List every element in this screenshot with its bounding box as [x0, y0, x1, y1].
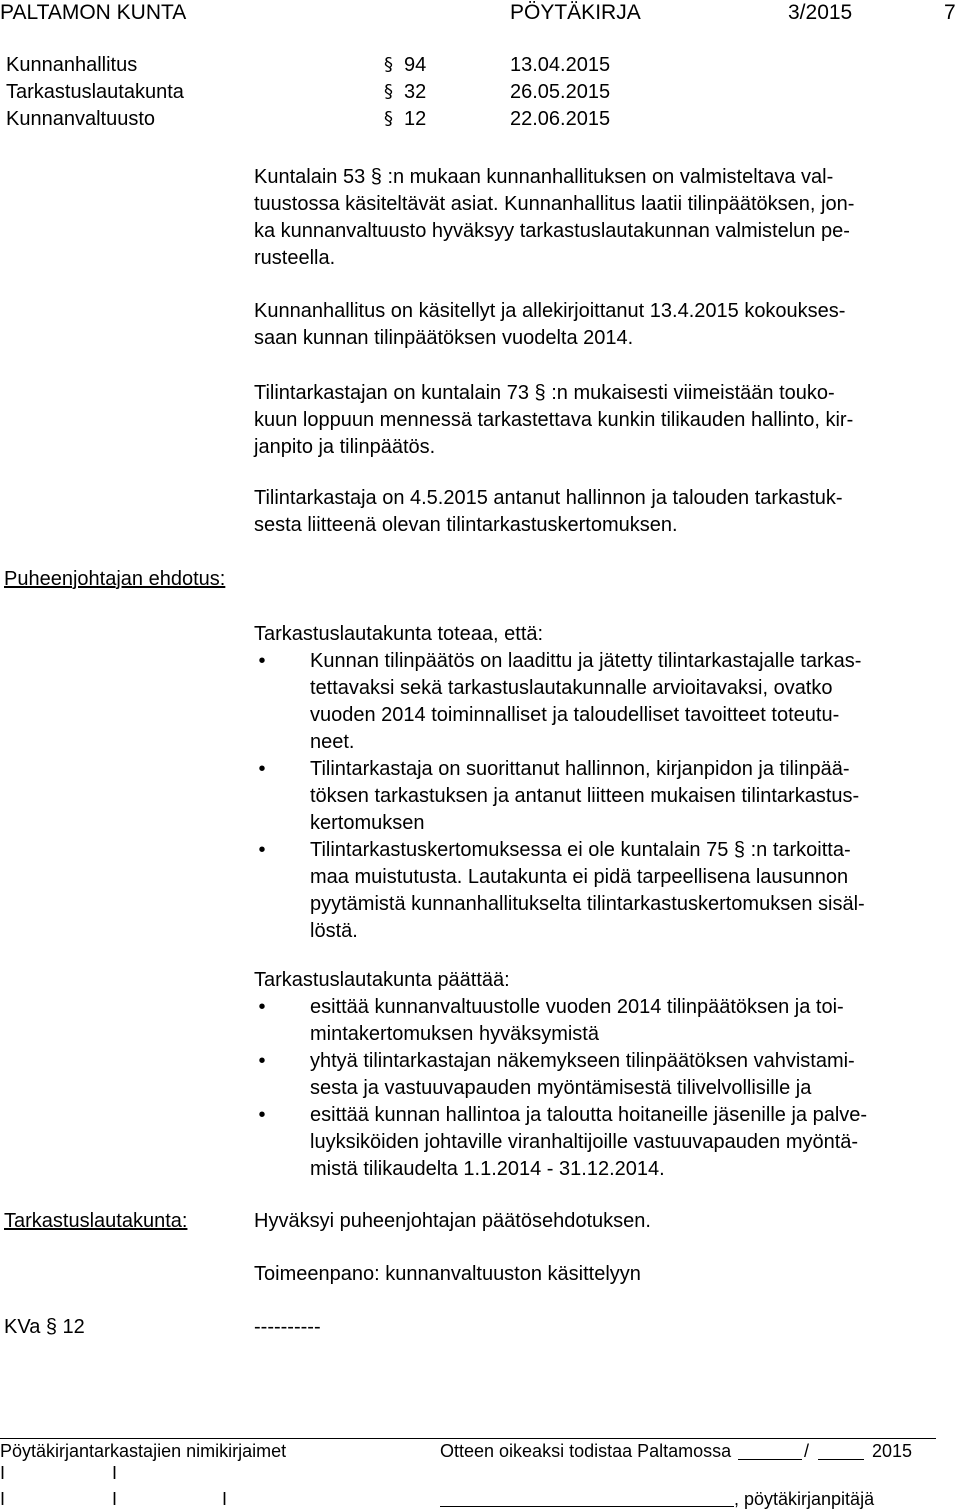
- bullet-icon: [254, 1102, 270, 1129]
- finding-lead: Tarkastuslautakunta toteaa, että:: [254, 623, 544, 645]
- initials-mark: I: [0, 1463, 6, 1483]
- finding-item: [254, 648, 954, 756]
- initials-mark: I: [222, 1489, 228, 1509]
- intro-paragraph: Tilintarkastaja on 4.5.2015 antanut hallinnon ja talouden tarkastuk- sesta liitteenä olevan tilintarkastuskertomuksen.: [254, 487, 843, 536]
- section-sign: §: [384, 54, 393, 75]
- section-sign: §: [384, 81, 393, 102]
- kva-value: ----------: [254, 1316, 321, 1338]
- board-label: Tarkastuslautakunta:: [4, 1210, 188, 1232]
- bullet-icon: [254, 648, 270, 675]
- signature-blank: [440, 1506, 734, 1507]
- decision-item: [254, 1102, 954, 1183]
- ref-date: 22.06.2015: [510, 108, 611, 130]
- decision-block: [254, 967, 954, 1183]
- decision-item: [254, 1048, 954, 1102]
- signatures-label: Pöytäkirjantarkastajien nimikirjaimet: [0, 1441, 287, 1461]
- ref-number: 12: [404, 108, 427, 130]
- month-blank: [818, 1459, 864, 1460]
- footer-divider: [0, 1438, 936, 1439]
- finding-item: [254, 756, 954, 837]
- ref-number: 94: [404, 54, 427, 76]
- page-number: 7: [944, 1, 956, 24]
- ref-date: 26.05.2015: [510, 81, 611, 103]
- organization-name: PALTAMON KUNTA: [0, 1, 187, 24]
- initials-mark: I: [112, 1489, 118, 1509]
- decision-item-text: esittää kunnanvaltuustolle vuoden 2014 tilinpäätöksen ja toi- mintakertomuksen hyväksymistä: [310, 996, 844, 1045]
- document-number: 3/2015: [788, 1, 853, 24]
- minutes-keeper-label: , pöytäkirjanpitäjä: [734, 1489, 875, 1509]
- finding-item-text: Tilintarkastuskertomuksessa ei ole kuntalain 75 § :n tarkoitta- maa muistutusta. Lautakunta ei pidä tarpeellisena lausunnon pyytämistä kunnanhallitukselta tilintarkastuskertomuksen sisäl- löstä.: [310, 839, 865, 942]
- initials-mark: I: [0, 1489, 6, 1509]
- finding-item-text: Tilintarkastaja on suorittanut hallinnon, kirjanpidon ja tilinpää- töksen tarkastuksen ja antanut liitteen mukaisen tilintarkastus- kertomuksen: [310, 758, 860, 834]
- finding-item: [254, 837, 954, 945]
- decision-item-text: yhtyä tilintarkastajan näkemykseen tilinpäätöksen vahvistami- sesta ja vastuuvapauden myöntämisestä tilivelvollisille ja: [310, 1050, 855, 1099]
- intro-paragraph: Kuntalain 53 § :n mukaan kunnanhallituksen on valmisteltava val- tuustossa käsiteltävät asiat. Kunnanhallitus laatii tilinpäätöksen, jon- ka kunnanvaltuusto hyväksyy tarkastuslautakunnan valmistelun pe- rusteella.: [254, 166, 855, 269]
- ref-body: Kunnanvaltuusto: [6, 108, 156, 130]
- ref-number: 32: [404, 81, 427, 103]
- proposal-label: Puheenjohtajan ehdotus:: [4, 568, 226, 590]
- decision-item: [254, 994, 954, 1048]
- ref-date: 13.04.2015: [510, 54, 611, 76]
- footer-year: 2015: [872, 1441, 913, 1461]
- ref-body: Kunnanhallitus: [6, 54, 138, 76]
- bullet-icon: [254, 1048, 270, 1075]
- bullet-icon: [254, 756, 270, 783]
- intro-paragraph: Kunnanhallitus on käsitellyt ja allekirjoittanut 13.4.2015 kokoukses- saan kunnan tilinpäätöksen vuodelta 2014.: [254, 300, 846, 349]
- copy-certification-label: Otteen oikeaksi todistaa Paltamossa: [440, 1441, 732, 1461]
- kva-label: KVa § 12: [4, 1316, 85, 1338]
- bullet-icon: [254, 994, 270, 1021]
- implementation-note: Toimeenpano: kunnanvaltuuston käsittelyyn: [254, 1263, 641, 1285]
- day-month-blank: [738, 1459, 802, 1460]
- decision-item-text: esittää kunnan hallintoa ja taloutta hoitaneille jäsenille ja palve- luyksiköiden johtaville viranhaltijoille vastuuvapauden myöntä- mistä tilikaudelta 1.1.2014 - 31.12.2014.: [310, 1104, 868, 1180]
- intro-paragraph: Tilintarkastajan on kuntalain 73 § :n mukaisesti viimeistään touko- kuun loppuun mennessä tarkastettava kunkin tilikauden hallinto, kir- janpito ja tilinpäätös.: [254, 382, 854, 458]
- decision-lead: Tarkastuslautakunta päättää:: [254, 969, 510, 991]
- finding-item-text: Kunnan tilinpäätös on laadittu ja jätetty tilintarkastajalle tarkas- tettavaksi sekä tarkastuslautakunnalle arvioitavaksi, ovatko vuoden 2014 toiminnalliset ja taloudelliset tavoitteet toteutu- neet.: [310, 650, 862, 753]
- board-result: Hyväksyi puheenjohtajan päätösehdotuksen.: [254, 1210, 651, 1232]
- initials-mark: I: [112, 1463, 118, 1483]
- section-sign: §: [384, 108, 393, 129]
- finding-block: [254, 621, 954, 945]
- date-slash: /: [804, 1441, 810, 1461]
- ref-body: Tarkastuslautakunta: [6, 81, 184, 103]
- bullet-icon: [254, 837, 270, 864]
- document-type: PÖYTÄKIRJA: [510, 1, 641, 24]
